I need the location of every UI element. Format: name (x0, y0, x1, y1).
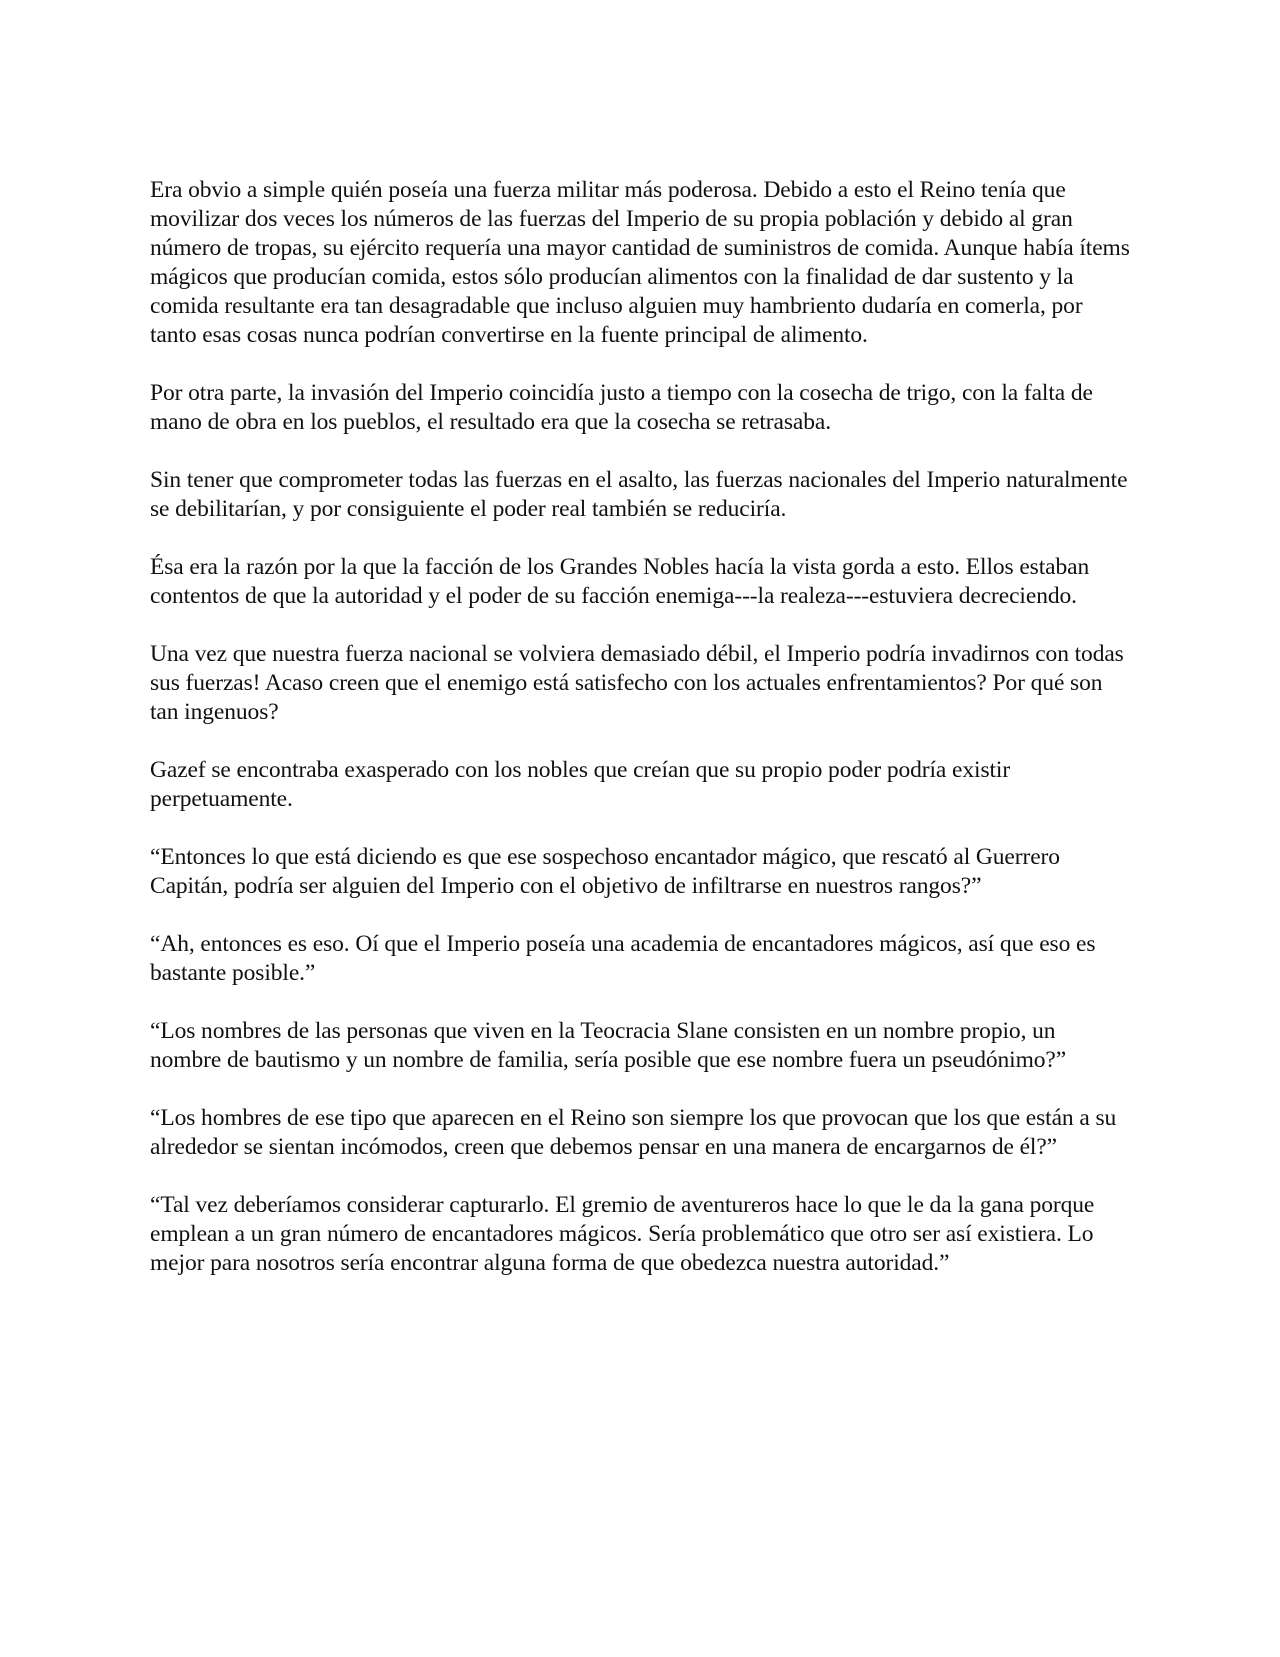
paragraph-7: “Entonces lo que está diciendo es que ese sospechoso encantador mágico, que rescató al Guerrero Capitán, podría ser alguien del Imperio con el objetivo de infiltrarse en nuestros rangos?” (150, 844, 1060, 899)
document-body (150, 176, 1130, 1307)
paragraph-3: Sin tener que comprometer todas las fuerzas en el asalto, las fuerzas nacionales del Imperio naturalmente se debilitarían, y por consiguiente el poder real también se reduciría. (150, 467, 1128, 522)
paragraph-4: Ésa era la razón por la que la facción de los Grandes Nobles hacía la vista gorda a esto. Ellos estaban contentos de que la autoridad y el poder de su facción enemiga---la realeza---estuviera decreciendo. (150, 554, 1090, 609)
paragraph-6: Gazef se encontraba exasperado con los nobles que creían que su propio poder podría existir perpetuamente. (150, 757, 1011, 812)
paragraph-8: “Ah, entonces es eso. Oí que el Imperio poseía una academia de encantadores mágicos, así que eso es bastante posible.” (150, 931, 1096, 986)
paragraph-11: “Tal vez deberíamos considerar capturarlo. El gremio de aventureros hace lo que le da la gana porque emplean a un gran número de encantadores mágicos. Sería problemático que otro ser así existiera. Lo mejor para nosotros sería encontrar alguna forma de que obedezca nuestra autoridad.” (150, 1192, 1095, 1276)
paragraph-9: “Los nombres de las personas que viven en la Teocracia Slane consisten en un nombre propio, un nombre de bautismo y un nombre de familia, sería posible que ese nombre fuera un pseudónimo?” (150, 1018, 1067, 1073)
paragraph-1: Era obvio a simple quién poseía una fuerza militar más poderosa. Debido a esto el Reino tenía que movilizar dos veces los números de las fuerzas del Imperio de su propia población y debido al gran número de tropas, su ejército requería una mayor cantidad de suministros de comida. Aunque había ítems mágicos que producían comida, estos sólo producían alimentos con la finalidad de dar sustento y la comida resultante era tan desagradable que incluso alguien muy hambriento dudaría en comerla, por tanto esas cosas nunca podrían convertirse en la fuente principal de alimento. (150, 177, 1130, 348)
paragraph-10: “Los hombres de ese tipo que aparecen en el Reino son siempre los que provocan que los que están a su alrededor se sientan incómodos, creen que debemos pensar en una manera de encargarnos de él?” (150, 1105, 1117, 1160)
paragraph-5: Una vez que nuestra fuerza nacional se volviera demasiado débil, el Imperio podría invadirnos con todas sus fuerzas! Acaso creen que el enemigo está satisfecho con los actuales enfrentamientos? Por qué son tan ingenuos? (150, 641, 1124, 725)
paragraph-2: Por otra parte, la invasión del Imperio coincidía justo a tiempo con la cosecha de trigo, con la falta de mano de obra en los pueblos, el resultado era que la cosecha se retrasaba. (150, 380, 1093, 435)
